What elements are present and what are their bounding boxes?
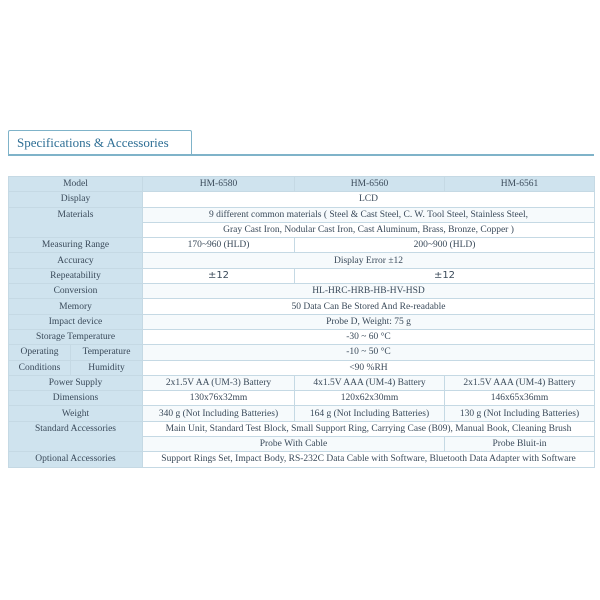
row-value: Display Error ±12 xyxy=(143,253,595,268)
row-label: Accuracy xyxy=(9,253,143,268)
row-label: Memory xyxy=(9,299,143,314)
table-row xyxy=(9,177,595,192)
table-row xyxy=(9,360,595,375)
row-label: Storage Temperature xyxy=(9,329,143,344)
row-label: Optional Accessories xyxy=(9,452,143,467)
table-row xyxy=(9,375,595,390)
table-row xyxy=(9,452,595,467)
row-value: 200~900 (HLD) xyxy=(295,238,595,253)
row-value: 50 Data Can Be Stored And Re-readable xyxy=(143,299,595,314)
row-value: -30 ~ 60 °C xyxy=(143,329,595,344)
row-value: 164 g (Not Including Batteries) xyxy=(295,406,445,421)
row-label: Weight xyxy=(9,406,143,421)
row-value: 2x1.5V AA (UM-3) Battery xyxy=(143,375,295,390)
table-row xyxy=(9,238,595,253)
row-label: Repeatability xyxy=(9,268,143,283)
row-value: ±12 xyxy=(295,268,595,283)
row-label: Standard Accessories xyxy=(9,421,143,452)
row-label: Impact device xyxy=(9,314,143,329)
row-value: <90 %RH xyxy=(143,360,595,375)
row-value: 340 g (Not Including Batteries) xyxy=(143,406,295,421)
table-row xyxy=(9,284,595,299)
row-sublabel: Temperature xyxy=(71,345,143,360)
row-label: Conversion xyxy=(9,284,143,299)
row-value: Gray Cast Iron, Nodular Cast Iron, Cast Aluminum, Brass, Bronze, Copper ) xyxy=(143,222,595,237)
row-value: 4x1.5V AAA (UM-4) Battery xyxy=(295,375,445,390)
row-value: Probe Bluit-in xyxy=(445,437,595,452)
row-sublabel: Humidity xyxy=(71,360,143,375)
model-cell: HM-6561 xyxy=(445,177,595,192)
section-divider xyxy=(8,154,594,156)
row-value: Support Rings Set, Impact Body, RS-232C Data Cable with Software, Bluetooth Data Adapter with Software xyxy=(143,452,595,467)
row-value: 130 g (Not Including Batteries) xyxy=(445,406,595,421)
row-value: 170~960 (HLD) xyxy=(143,238,295,253)
row-value: LCD xyxy=(143,192,595,207)
table-row xyxy=(9,299,595,314)
table-row xyxy=(9,314,595,329)
row-value: 120x62x30mm xyxy=(295,391,445,406)
section-header xyxy=(8,130,594,156)
table-row xyxy=(9,421,595,436)
model-cell: HM-6580 xyxy=(143,177,295,192)
table-row xyxy=(9,192,595,207)
row-label: Power Supply xyxy=(9,375,143,390)
table-row xyxy=(9,391,595,406)
row-label: Model xyxy=(9,177,143,192)
table-row xyxy=(9,268,595,283)
row-label: Measuring Range xyxy=(9,238,143,253)
row-label: Display xyxy=(9,192,143,207)
row-value: HL-HRC-HRB-HB-HV-HSD xyxy=(143,284,595,299)
section-title: Specifications & Accessories xyxy=(8,130,192,155)
row-value: Probe With Cable xyxy=(143,437,445,452)
row-value: ±12 xyxy=(143,268,295,283)
row-value: Probe D, Weight: 75 g xyxy=(143,314,595,329)
row-value: 130x76x32mm xyxy=(143,391,295,406)
model-cell: HM-6560 xyxy=(295,177,445,192)
row-value: Main Unit, Standard Test Block, Small Support Ring, Carrying Case (B09), Manual Book, Cleaning Brush xyxy=(143,421,595,436)
table-row xyxy=(9,345,595,360)
table-row xyxy=(9,253,595,268)
row-value: -10 ~ 50 °C xyxy=(143,345,595,360)
table-row xyxy=(9,329,595,344)
row-label: Dimensions xyxy=(9,391,143,406)
spec-table xyxy=(8,176,595,468)
row-label: Materials xyxy=(9,207,143,238)
row-value: 9 different common materials ( Steel & Cast Steel, C. W. Tool Steel, Stainless Steel, xyxy=(143,207,595,222)
row-label: Conditions xyxy=(9,360,71,375)
row-value: 2x1.5V AAA (UM-4) Battery xyxy=(445,375,595,390)
row-label: Operating xyxy=(9,345,71,360)
table-row xyxy=(9,406,595,421)
table-row xyxy=(9,207,595,222)
row-value: 146x65x36mm xyxy=(445,391,595,406)
